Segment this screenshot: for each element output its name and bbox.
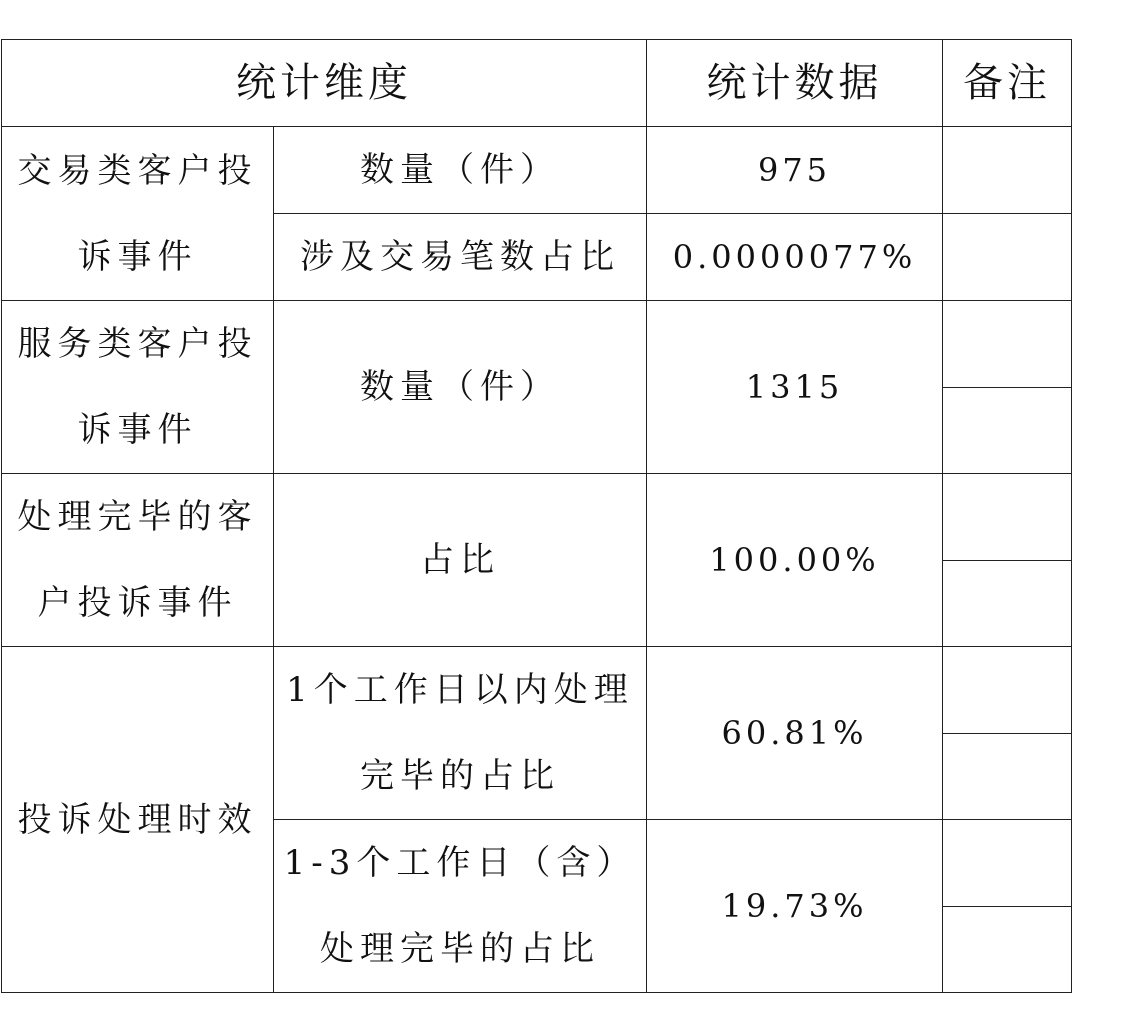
metric-label: 占比 bbox=[274, 474, 647, 647]
table-row bbox=[2, 647, 1072, 734]
header-remark: 备注 bbox=[943, 40, 1072, 127]
metric-value: 975 bbox=[647, 127, 943, 214]
category-transaction-complaints: 交易类客户投诉事件 bbox=[2, 127, 274, 301]
category-completed-complaints: 处理完毕的客户投诉事件 bbox=[2, 474, 274, 647]
remark-cell bbox=[943, 647, 1072, 734]
metric-value: 1315 bbox=[647, 301, 943, 474]
remark-cell bbox=[943, 820, 1072, 907]
remark-cell bbox=[943, 214, 1072, 301]
remark-cell bbox=[943, 560, 1072, 647]
header-data: 统计数据 bbox=[647, 40, 943, 127]
remark-cell bbox=[943, 906, 1072, 993]
table-row bbox=[2, 127, 1072, 214]
metric-value: 60.81% bbox=[647, 647, 943, 820]
remark-cell bbox=[943, 387, 1072, 474]
header-dimension: 统计维度 bbox=[2, 40, 647, 127]
table-row bbox=[2, 301, 1072, 388]
remark-cell bbox=[943, 127, 1072, 214]
metric-label: 1-3个工作日（含）处理完毕的占比 bbox=[274, 820, 647, 993]
metric-value: 0.0000077% bbox=[647, 214, 943, 301]
complaint-statistics-table bbox=[1, 39, 1072, 993]
category-service-complaints: 服务类客户投诉事件 bbox=[2, 301, 274, 474]
category-handling-timeliness: 投诉处理时效 bbox=[2, 647, 274, 993]
metric-label: 数量（件） bbox=[274, 301, 647, 474]
header-row bbox=[2, 40, 1072, 127]
metric-label: 涉及交易笔数占比 bbox=[274, 214, 647, 301]
remark-cell bbox=[943, 474, 1072, 561]
remark-cell bbox=[943, 301, 1072, 388]
remark-cell bbox=[943, 733, 1072, 820]
metric-label: 1个工作日以内处理完毕的占比 bbox=[274, 647, 647, 820]
table-row bbox=[2, 474, 1072, 561]
metric-value: 100.00% bbox=[647, 474, 943, 647]
metric-value: 19.73% bbox=[647, 820, 943, 993]
metric-label: 数量（件） bbox=[274, 127, 647, 214]
